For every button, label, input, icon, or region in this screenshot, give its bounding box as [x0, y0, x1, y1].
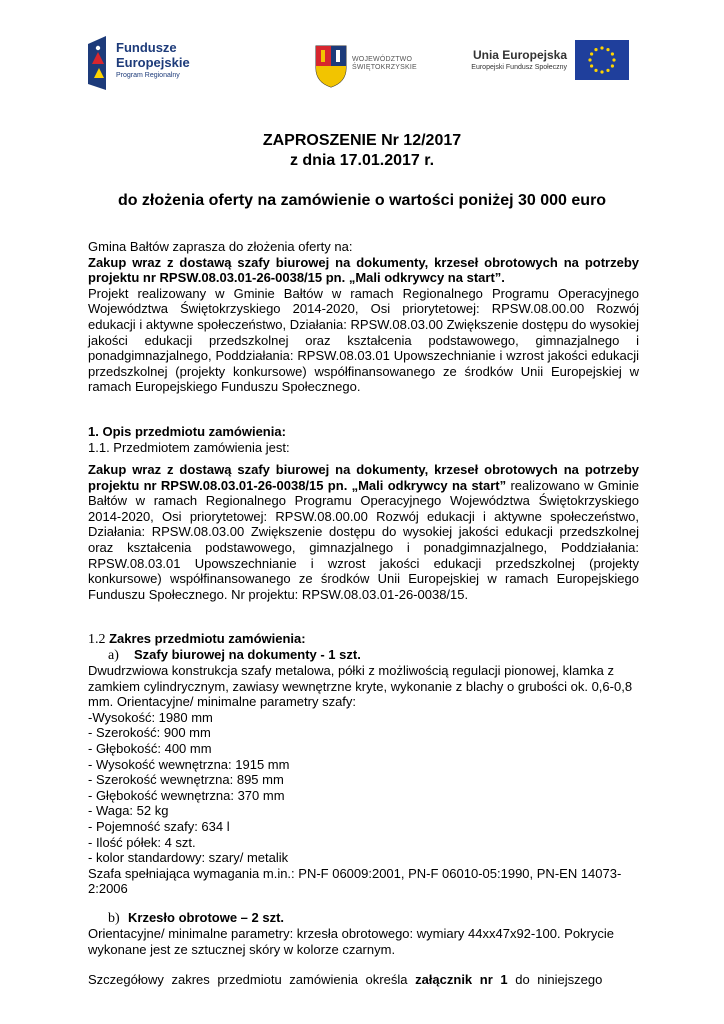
cabinet-desc: Dwudrzwiowa konstrukcja szafy metalowa, półki z możliwością regulacji pionowej, klamka z zamkiem cylindrycznym, zawiasy wewnętrzne kryte, wykonanie z blachy o grubości ok. 0,6-0,8 mm. Orientacyjne/ minimalne parametry szafy: — [88, 663, 633, 710]
param-item: - Ilość półek: 4 szt. — [88, 834, 196, 850]
section12-title: Zakres przedmiotu zamówienia: — [105, 631, 306, 646]
param-item: - Szerokość: 900 mm — [88, 725, 211, 741]
eu-flag-icon — [575, 40, 629, 80]
document-date: z dnia 17.01.2017 r. — [289, 152, 435, 169]
ue-line1: Unia Europejska — [472, 48, 567, 62]
param-item: - Wysokość wewnętrzna: 1915 mm — [88, 756, 290, 772]
item-b-letter: b) — [108, 911, 120, 926]
param-item: - Waga: 52 kg — [88, 803, 169, 819]
norms: Szafa spełniająca wymagania m.in.: PN-F 06009:2001, PN-F 06010-05:1990, PN-EN 14073-2:2006 — [88, 865, 622, 897]
swietokrzyskie-logo — [314, 42, 424, 92]
section1-sub: 1.1. Przedmiotem zamówienia jest: — [88, 439, 290, 455]
sw-line1: WOJEWÓDZTWO — [352, 56, 413, 63]
coat-of-arms-icon — [314, 42, 348, 88]
item-a-letter: a) — [108, 648, 119, 663]
param-item: -Wysokość: 1980 mm — [88, 709, 213, 725]
intro-subject: Zakup wraz z dostawą szafy biurowej na dokumenty, krzeseł obrotowych na potrzeby projektu nr RPSW.08.03.01-26-0038/15 pn. „Mali odkrywcy na start”. — [88, 254, 639, 286]
unia-europejska-logo — [455, 40, 635, 84]
section1-subject: Zakup wraz z dostawą szafy biurowej na dokumenty, krzeseł obrotowych na potrzeby projektu nr RPSW.08.03.01-26-0038/15 pn. „Mali odkrywcy na start” — [88, 462, 639, 493]
section1-heading-block — [88, 424, 639, 455]
section12-num: 1.2 — [88, 632, 106, 647]
fe-line3: Program Regionalny — [116, 72, 180, 79]
ue-line2: Europejski Fundusz Społeczny — [471, 64, 567, 71]
fundusze-europejskie-logo — [84, 34, 194, 94]
intro-body: Projekt realizowany w Gminie Bałtów w ramach Regionalnego Programu Operacyjnego Województwa Świętokrzyskiego 2014-2020, Osi priorytetowej: RPSW.08.00.00 Rozwój edukacji i aktywne społeczeństwo, Działania: RPSW.08.03.00 Zwiększenie dostępu do wysokiej jakości edukacji przedszkolnej oraz kształcenia podstawowego, gimnazjalnego i ponadgimnazjalnego, Poddziałania: RPSW.08.03.01 Upowszechnianie i wzrost jakości edukacji przedszkolnej (projekty konkursowe) współfinansowanego ze środków Unii Europejskiej w ramach Europejskiego Funduszu Społecznego. — [88, 285, 639, 395]
param-item: - Głębokość: 400 mm — [88, 740, 212, 756]
sw-line2: ŚWIĘTOKRZYSKIE — [352, 64, 417, 71]
last-line-a: Szczegółowy zakres przedmiotu zamówienia określa — [88, 972, 416, 987]
param-item: - Głębokość wewnętrzna: 370 mm — [88, 787, 285, 803]
fe-line1: Fundusze — [116, 40, 177, 55]
fe-line2: Europejskie — [116, 55, 190, 70]
item-a — [108, 647, 628, 664]
section1-heading: 1. Opis przedmiotu zamówienia: — [88, 424, 286, 439]
param-item: - kolor standardowy: szary/ metalik — [88, 850, 289, 866]
attachment-ref: załącznik nr 1 — [415, 972, 508, 987]
intro-line: Gmina Bałtów zaprasza do złożenia oferty na: — [88, 239, 353, 254]
document-subtitle: do złożenia oferty na zamówienie o wartości poniżej 30 000 euro — [117, 192, 607, 209]
item-a-label: Szafy biurowej na dokumenty - 1 szt. — [134, 647, 361, 662]
param-item: - Szerokość wewnętrzna: 895 mm — [88, 772, 284, 788]
item-b — [108, 910, 628, 927]
fe-star-icon — [84, 34, 114, 92]
last-line — [88, 972, 639, 988]
section12-heading — [88, 631, 639, 648]
section1-text: realizowano w Gminie Bałtów w ramach Regionalnego Programu Operacyjnego Województwa Świętokrzyskiego 2014-2020, Osi priorytetowej: RPSW.08.00.00 Rozwój edukacji i aktywne społeczeństwo, Działania: RPSW.08.03.00 Zwiększenie dostępu do wysokiej jakości edukacji przedszkolnej oraz kształcenia podstawowego, gimnazjalnego i ponadgimnazjalnego, Poddziałania: RPSW.08.03.01 Upowszechnianie i wzrost jakości edukacji przedszkolnej (projekty konkursowe) współfinansowanego ze środków Unii Europejskiej w ramach Europejskiego Funduszu Społecznego. Nr projektu: RPSW.08.03.01-26-0038/15. — [88, 477, 639, 602]
document-title: ZAPROSZENIE Nr 12/2017 — [262, 132, 462, 149]
last-line-c: do niniejszego — [507, 972, 603, 987]
item-b-label: Krzesło obrotowe – 2 szt. — [128, 910, 285, 925]
cabinet-description — [88, 663, 639, 897]
intro-block — [88, 239, 639, 395]
chair-description: Orientacyjne/ minimalne parametry: krzesła obrotowego: wymiary 44xx47x92-100. Pokrycie wykonane jest ze sztucznej skóry w kolorze czarnym. — [88, 926, 614, 957]
section1-body — [88, 462, 639, 602]
param-item: - Pojemność szafy: 634 l — [88, 818, 230, 834]
